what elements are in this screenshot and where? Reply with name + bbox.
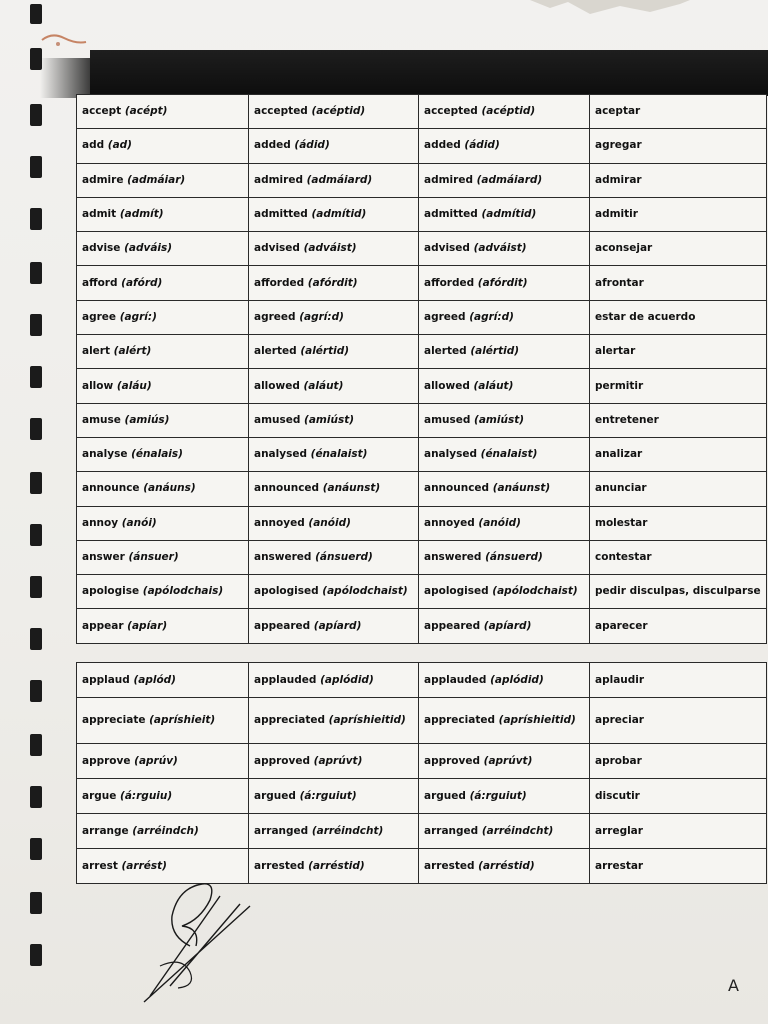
word: approve — [82, 754, 131, 767]
pronunciation: (alértid) — [470, 345, 520, 358]
table-cell — [590, 472, 767, 506]
table-cell — [419, 232, 590, 266]
binder-hole — [30, 944, 42, 966]
word: alert — [82, 345, 111, 358]
word: appreciated — [254, 714, 325, 726]
pronunciation: (adváist) — [473, 242, 527, 255]
pronunciation: (aláut) — [473, 379, 514, 392]
table-row — [77, 540, 767, 574]
pronunciation: (á:rguiu) — [120, 789, 173, 802]
pronunciation: (aláut) — [303, 379, 344, 392]
table-cell — [77, 814, 249, 849]
word: advise — [82, 242, 121, 255]
pronunciation: (admít) — [119, 208, 164, 221]
table-cell — [419, 698, 590, 744]
table-cell — [419, 609, 590, 643]
word: arrest — [82, 859, 118, 872]
table-cell — [419, 472, 590, 506]
table-cell — [419, 300, 590, 334]
table-cell — [77, 197, 249, 231]
table-cell — [419, 335, 590, 369]
table-cell — [77, 779, 249, 814]
table-cell — [419, 575, 590, 609]
verb-table-2-body — [77, 663, 767, 884]
pronunciation: (agrí:) — [119, 310, 157, 323]
table-cell — [590, 163, 767, 197]
binder-hole — [30, 576, 42, 598]
table-row — [77, 437, 767, 471]
binder-hole — [30, 104, 42, 126]
pronunciation: (á:rguiut) — [299, 789, 357, 802]
word: alerted — [254, 345, 297, 358]
table-row — [77, 300, 767, 334]
pronunciation: (arréindcht) — [481, 824, 554, 837]
table-cell — [590, 266, 767, 300]
word: accepted — [254, 105, 308, 118]
word: annoyed — [254, 516, 305, 529]
table-cell — [249, 744, 419, 779]
table-cell — [419, 163, 590, 197]
word: amuse — [82, 413, 121, 426]
table-cell — [590, 663, 767, 698]
verb-table-1-body — [77, 95, 767, 644]
pronunciation: (alértid) — [300, 345, 350, 358]
binder-hole — [30, 680, 42, 702]
word: afrontar — [595, 276, 644, 289]
word: arranged — [424, 824, 479, 837]
word: analysed — [254, 448, 307, 461]
table-cell — [77, 744, 249, 779]
binder-hole — [30, 262, 42, 284]
word: entretener — [595, 413, 659, 426]
table-cell — [590, 403, 767, 437]
word: apologised — [424, 585, 489, 598]
pronunciation: (énalaist) — [480, 448, 538, 461]
table-cell — [249, 472, 419, 506]
handwritten-signature — [130, 876, 270, 1006]
word: aparecer — [595, 619, 648, 632]
word: apologise — [82, 585, 140, 598]
word: argued — [254, 789, 296, 802]
pronunciation: (aprúvt) — [313, 754, 363, 767]
table-row — [77, 698, 767, 744]
table-cell — [590, 437, 767, 471]
word: annoy — [82, 516, 119, 529]
binder-hole — [30, 366, 42, 388]
pronunciation: (anáuns) — [143, 482, 196, 495]
word: contestar — [595, 551, 652, 563]
table-row — [77, 197, 767, 231]
word: added — [424, 139, 461, 152]
pronunciation: (aprúv) — [134, 754, 178, 767]
table-cell — [590, 95, 767, 129]
table-cell — [77, 540, 249, 574]
word: annoyed — [424, 516, 475, 529]
table-cell — [249, 506, 419, 540]
pronunciation: (apólodchais) — [142, 585, 224, 598]
table-cell — [77, 506, 249, 540]
word: advised — [424, 242, 470, 255]
word: arrange — [82, 824, 129, 837]
word: apreciar — [595, 714, 644, 726]
table-row — [77, 575, 767, 609]
pronunciation: (admítid) — [311, 208, 367, 221]
pronunciation: (amiúst) — [474, 413, 525, 426]
table-row — [77, 335, 767, 369]
word: announced — [254, 482, 320, 495]
table-cell — [590, 232, 767, 266]
table-cell — [249, 266, 419, 300]
table-cell — [590, 779, 767, 814]
table-cell — [419, 506, 590, 540]
word: added — [254, 139, 291, 152]
table-cell — [590, 540, 767, 574]
table-cell — [590, 698, 767, 744]
table-cell — [77, 95, 249, 129]
table-cell — [419, 266, 590, 300]
word: aprobar — [595, 754, 642, 767]
pronunciation: (acéptid) — [311, 105, 366, 118]
pronunciation: (aplód) — [133, 673, 176, 686]
word: afforded — [424, 276, 475, 289]
word: molestar — [595, 516, 648, 529]
table-cell — [590, 506, 767, 540]
page-mark: A — [728, 976, 739, 995]
table-cell — [249, 849, 419, 884]
table-cell — [419, 849, 590, 884]
word: allowed — [254, 379, 300, 392]
table-cell — [77, 300, 249, 334]
table-cell — [249, 300, 419, 334]
word: aceptar — [595, 105, 641, 118]
word: admire — [82, 173, 124, 186]
table-cell — [249, 575, 419, 609]
pronunciation: (admáiard) — [306, 173, 373, 186]
header-band — [90, 50, 768, 96]
binder-hole — [30, 628, 42, 650]
table-cell — [77, 335, 249, 369]
pronunciation: (aplódid) — [320, 673, 374, 686]
pronunciation: (aplódid) — [490, 673, 544, 686]
word: applaud — [82, 673, 130, 686]
pronunciation: (ad) — [107, 139, 132, 152]
pronunciation: (énalaist) — [310, 448, 368, 461]
word: alertar — [595, 345, 636, 358]
word: arrestar — [595, 859, 644, 872]
word: allowed — [424, 379, 470, 392]
word: aconsejar — [595, 242, 653, 255]
word: add — [82, 139, 105, 152]
word: appreciate — [82, 714, 146, 726]
table-cell — [419, 663, 590, 698]
table-cell — [77, 609, 249, 643]
table-row — [77, 403, 767, 437]
pronunciation: (apólodchaist) — [492, 585, 578, 598]
pronunciation: (apríshieitid) — [498, 714, 576, 726]
pronunciation: (ádid) — [294, 139, 330, 152]
pronunciation: (anáunst) — [492, 482, 551, 495]
pronunciation: (anóid) — [478, 516, 521, 529]
table-row — [77, 779, 767, 814]
table-row — [77, 663, 767, 698]
pronunciation: (agrí:d) — [469, 310, 514, 323]
table-cell — [419, 369, 590, 403]
binder-hole — [30, 472, 42, 494]
table-cell — [249, 663, 419, 698]
table-cell — [419, 540, 590, 574]
table-cell — [249, 369, 419, 403]
pronunciation: (ánsuer) — [128, 551, 179, 563]
pronunciation: (adváist) — [303, 242, 357, 255]
table-cell — [77, 129, 249, 163]
table-cell — [419, 779, 590, 814]
pronunciation: (apíar) — [127, 619, 168, 632]
table-cell — [77, 472, 249, 506]
table-cell — [249, 540, 419, 574]
word: accepted — [424, 105, 478, 118]
word: advised — [254, 242, 300, 255]
table-row — [77, 163, 767, 197]
pronunciation: (apíard) — [313, 619, 362, 632]
binder-hole — [30, 418, 42, 440]
pronunciation: (alért) — [113, 345, 152, 358]
binder-hole — [30, 786, 42, 808]
table-cell — [419, 95, 590, 129]
pronunciation: (ánsuerd) — [315, 551, 373, 563]
pronunciation: (apólodchaist) — [322, 585, 408, 598]
word: approved — [254, 754, 310, 767]
word: arranged — [254, 824, 309, 837]
table-cell — [249, 698, 419, 744]
table-cell — [590, 369, 767, 403]
word: alerted — [424, 345, 467, 358]
table-cell — [249, 437, 419, 471]
table-cell — [249, 779, 419, 814]
word: allow — [82, 379, 114, 392]
word: arrested — [424, 859, 475, 872]
pronunciation: (apríshieitid) — [328, 714, 406, 726]
table-cell — [419, 814, 590, 849]
pronunciation: (admáiard) — [476, 173, 543, 186]
word: anunciar — [595, 482, 647, 495]
pronunciation: (á:rguiut) — [469, 789, 527, 802]
pronunciation: (afórdit) — [477, 276, 528, 289]
verb-table-1 — [76, 94, 767, 644]
table-row — [77, 266, 767, 300]
table-cell — [77, 437, 249, 471]
pronunciation: (agrí:d) — [299, 310, 344, 323]
word: applauded — [254, 673, 317, 686]
pronunciation: (aláu) — [116, 379, 152, 392]
table-cell — [419, 437, 590, 471]
word: appeared — [254, 619, 311, 632]
pronunciation: (apíard) — [483, 619, 532, 632]
word: aplaudir — [595, 673, 645, 686]
pronunciation: (acéptid) — [481, 105, 536, 118]
word: accept — [82, 105, 122, 118]
word: agreed — [254, 310, 296, 323]
table-row — [77, 369, 767, 403]
word: arrested — [254, 859, 305, 872]
header-band-fade — [40, 58, 92, 98]
paper-tear — [530, 0, 690, 22]
pronunciation: (acépt) — [124, 105, 168, 118]
table-cell — [419, 197, 590, 231]
table-cell — [77, 266, 249, 300]
table-cell — [590, 744, 767, 779]
table-row — [77, 609, 767, 643]
table-cell — [590, 814, 767, 849]
word: appeared — [424, 619, 481, 632]
table-cell — [77, 403, 249, 437]
word: permitir — [595, 379, 644, 392]
table-row — [77, 472, 767, 506]
rust-stain — [38, 30, 90, 54]
word: afforded — [254, 276, 305, 289]
word: analysed — [424, 448, 477, 461]
table-row — [77, 506, 767, 540]
table-cell — [249, 95, 419, 129]
word: appreciated — [424, 714, 495, 726]
word: amused — [424, 413, 471, 426]
word: agregar — [595, 139, 642, 152]
table-cell — [590, 609, 767, 643]
table-cell — [249, 197, 419, 231]
word: analyse — [82, 448, 128, 461]
binder-hole — [30, 48, 42, 70]
pronunciation: (arréstid) — [308, 859, 365, 872]
pronunciation: (apríshieit) — [149, 714, 216, 726]
pronunciation: (afórd) — [121, 276, 163, 289]
table-cell — [77, 369, 249, 403]
word: admired — [424, 173, 473, 186]
pronunciation: (aprúvt) — [483, 754, 533, 767]
word: admired — [254, 173, 303, 186]
binder-hole — [30, 734, 42, 756]
table-row — [77, 95, 767, 129]
word: analizar — [595, 448, 643, 461]
table-cell — [249, 129, 419, 163]
table-cell — [249, 232, 419, 266]
table-cell — [590, 335, 767, 369]
table-row — [77, 744, 767, 779]
word: admitted — [254, 208, 308, 221]
table-cell — [77, 163, 249, 197]
table-cell — [249, 403, 419, 437]
word: admirar — [595, 173, 642, 186]
pronunciation: (arréindcht) — [311, 824, 384, 837]
table-cell — [249, 814, 419, 849]
table-row — [77, 232, 767, 266]
binder-hole — [30, 314, 42, 336]
table-cell — [419, 744, 590, 779]
binder-hole — [30, 838, 42, 860]
word: discutir — [595, 789, 640, 802]
word: argued — [424, 789, 466, 802]
word: arreglar — [595, 824, 643, 837]
word: admitted — [424, 208, 478, 221]
pronunciation: (arréstid) — [478, 859, 535, 872]
word: estar de acuerdo — [595, 310, 696, 323]
word: agreed — [424, 310, 466, 323]
table-cell — [419, 129, 590, 163]
pronunciation: (arrést) — [121, 859, 167, 872]
word: amused — [254, 413, 301, 426]
binder-hole — [30, 208, 42, 230]
binder-hole — [30, 892, 42, 914]
pronunciation: (énalais) — [131, 448, 183, 461]
table-cell — [77, 663, 249, 698]
table-row — [77, 129, 767, 163]
binder-hole — [30, 4, 42, 24]
pronunciation: (amiús) — [124, 413, 170, 426]
table-cell — [77, 575, 249, 609]
word: appear — [82, 619, 124, 632]
verb-table-2 — [76, 662, 767, 884]
word: answered — [254, 551, 312, 563]
pronunciation: (ánsuerd) — [485, 551, 543, 563]
word: argue — [82, 789, 117, 802]
table-cell — [590, 129, 767, 163]
pronunciation: (adváis) — [124, 242, 173, 255]
table-cell — [249, 163, 419, 197]
table-cell — [590, 197, 767, 231]
pronunciation: (anóid) — [308, 516, 351, 529]
word: applauded — [424, 673, 487, 686]
binder-hole — [30, 524, 42, 546]
table-cell — [77, 232, 249, 266]
table-cell — [590, 575, 767, 609]
word: pedir disculpas, disculparse — [595, 585, 761, 598]
word: answer — [82, 551, 125, 563]
table-cell — [249, 335, 419, 369]
word: apologised — [254, 585, 319, 598]
binder-hole — [30, 156, 42, 178]
pronunciation: (anáunst) — [322, 482, 381, 495]
table-cell — [590, 300, 767, 334]
word: afford — [82, 276, 118, 289]
pronunciation: (anói) — [121, 516, 157, 529]
word: approved — [424, 754, 480, 767]
word: agree — [82, 310, 117, 323]
pronunciation: (afórdit) — [307, 276, 358, 289]
table-row — [77, 814, 767, 849]
word: announce — [82, 482, 140, 495]
pronunciation: (arréindch) — [132, 824, 199, 837]
word: admit — [82, 208, 117, 221]
table-cell — [249, 609, 419, 643]
pronunciation: (amiúst) — [304, 413, 355, 426]
word: announced — [424, 482, 490, 495]
pronunciation: (admítid) — [481, 208, 537, 221]
pronunciation: (admáiar) — [127, 173, 186, 186]
table-cell — [590, 849, 767, 884]
pronunciation: (ádid) — [464, 139, 500, 152]
word: admitir — [595, 208, 638, 221]
table-cell — [77, 698, 249, 744]
word: answered — [424, 551, 482, 563]
table-cell — [419, 403, 590, 437]
